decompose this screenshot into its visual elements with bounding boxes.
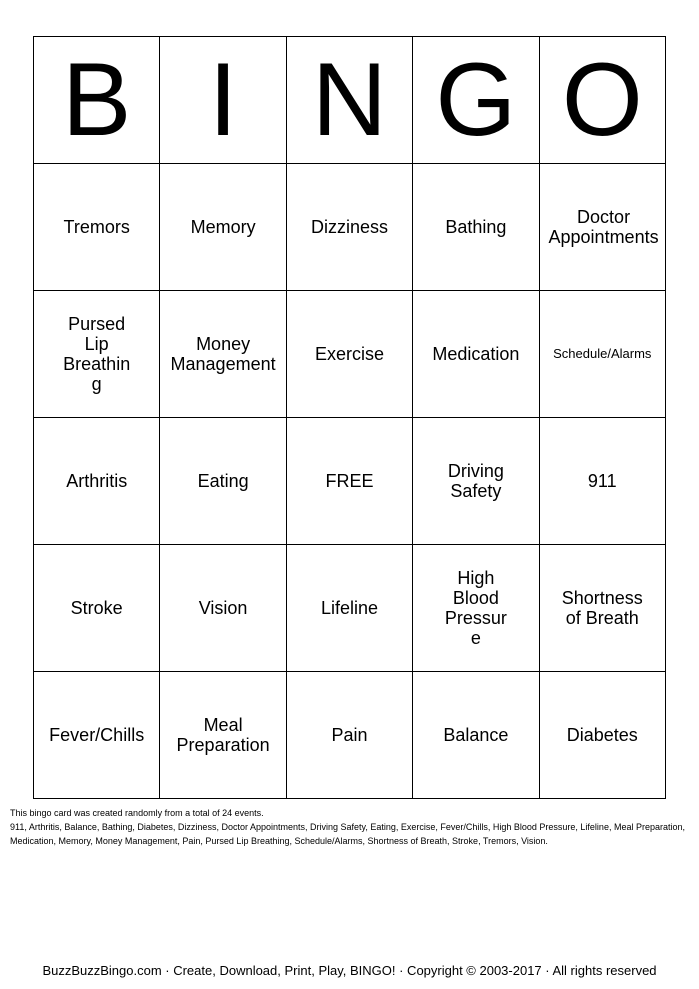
bingo-cell: Arthritis — [34, 418, 160, 545]
bingo-cell: Fever/Chills — [34, 672, 160, 799]
bingo-cell: Tremors — [34, 164, 160, 291]
bingo-cell: Pain — [286, 672, 412, 799]
bingo-cell: Schedule/Alarms — [539, 291, 665, 418]
bingo-row — [34, 291, 666, 418]
bingo-cell: Eating — [160, 418, 286, 545]
bingo-cell: Dizziness — [286, 164, 412, 291]
bingo-row — [34, 164, 666, 291]
bingo-cell: Money Management — [160, 291, 286, 418]
bingo-cell: High Blood Pressure — [413, 545, 539, 672]
bingo-cell: Vision — [160, 545, 286, 672]
bingo-cell: Stroke — [34, 545, 160, 672]
bingo-cell: Shortness of Breath — [539, 545, 665, 672]
bingo-cell: Pursed Lip Breathing — [34, 291, 160, 418]
bingo-free-space: FREE — [286, 418, 412, 545]
bingo-cell: Lifeline — [286, 545, 412, 672]
bingo-cell: Exercise — [286, 291, 412, 418]
bingo-cell: Meal Preparation — [160, 672, 286, 799]
bingo-cell: Bathing — [413, 164, 539, 291]
card-description-summary: This bingo card was created randomly from a total of 24 events. — [10, 808, 264, 818]
bingo-card — [33, 36, 666, 799]
bingo-header-g: G — [413, 37, 539, 164]
card-description — [10, 806, 690, 848]
bingo-row — [34, 418, 666, 545]
card-description-events: 911, Arthritis, Balance, Bathing, Diabetes, Dizziness, Doctor Appointments, Driving Safety, Eating, Exercise, Fever/Chills, High Blood Pressure, Lifeline, Meal Preparation, Medication, Memory, Money Management, Pain, Pursed Lip Breathing, Schedule/Alarms, Shortness of Breath, Stroke, Tremors, Vision. — [10, 822, 685, 846]
bingo-header-b: B — [34, 37, 160, 164]
bingo-cell: Memory — [160, 164, 286, 291]
bingo-header-i: I — [160, 37, 286, 164]
bingo-cell: Doctor Appointments — [539, 164, 665, 291]
bingo-row — [34, 545, 666, 672]
bingo-header-row — [34, 37, 666, 164]
bingo-cell: Diabetes — [539, 672, 665, 799]
bingo-header-o: O — [539, 37, 665, 164]
bingo-row — [34, 672, 666, 799]
bingo-cell: Driving Safety — [413, 418, 539, 545]
bingo-cell: 911 — [539, 418, 665, 545]
bingo-header-n: N — [286, 37, 412, 164]
bingo-cell: Balance — [413, 672, 539, 799]
bingo-cell: Medication — [413, 291, 539, 418]
site-footer: BuzzBuzzBingo.com · Create, Download, Print, Play, BINGO! · Copyright © 2003-2017 · All rights reserved — [42, 963, 657, 978]
